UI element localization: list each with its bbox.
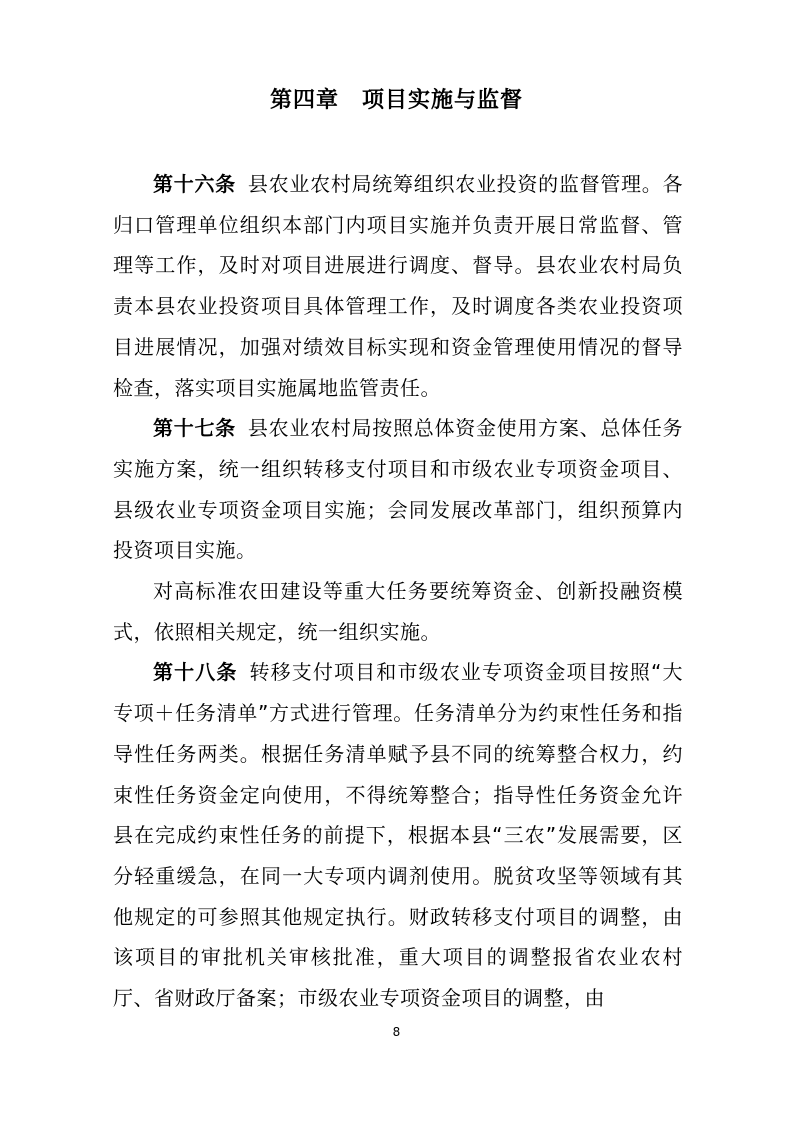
paragraph-text: 县农业农村局统筹组织农业投资的监督管理。各归口管理单位组织本部门内项目实施并负责开展日常监督、管理等工作，及时对项目进展进行调度、督导。县农业农村局负责本县农业投资项目具体管理工作，及时调度各类农业投资项目进展情况，加强对绩效目标实现和资金管理使用情况的督导检查，落实项目实施属地监管责任。 [113,172,684,400]
body-text [113,164,683,1019]
page-number: 8 [392,1025,401,1039]
farmland-paragraph [113,571,683,652]
article-16-paragraph [113,164,683,408]
chapter-title: 第四章 项目实施与监督 [269,88,523,113]
article-17-paragraph [113,408,683,571]
article-18-paragraph [113,652,683,1018]
article-label: 第十七条 [153,416,236,441]
paragraph-text: 转移支付项目和市级农业专项资金项目按照“大专项＋任务清单”方式进行管理。任务清单分为约束性任务和指导性任务两类。根据任务清单赋予县不同的统筹整合权力，约束性任务资金定向使用，不得统筹整合；指导性任务资金允许县在完成约束性任务的前提下，根据本县“三农”发展需要，区分轻重缓急，在同一大专项内调剂使用。脱贫攻坚等领域有其他规定的可参照其他规定执行。财政转移支付项目的调整，由该项目的审批机关审核批准，重大项目的调整报省农业农村厅、省财政厅备案；市级农业专项资金项目的调整，由 [113,660,683,1011]
paragraph-text: 县农业农村局按照总体资金使用方案、总体任务实施方案，统一组织转移支付项目和市级农业专项资金项目、县级农业专项资金项目实施；会同发展改革部门，组织预算内投资项目实施。 [113,416,684,563]
paragraph-text: 对高标准农田建设等重大任务要统筹资金、创新投融资模式，依照相关规定，统一组织实施。 [113,579,683,644]
article-label: 第十六条 [153,172,236,196]
article-label: 第十八条 [153,660,238,685]
